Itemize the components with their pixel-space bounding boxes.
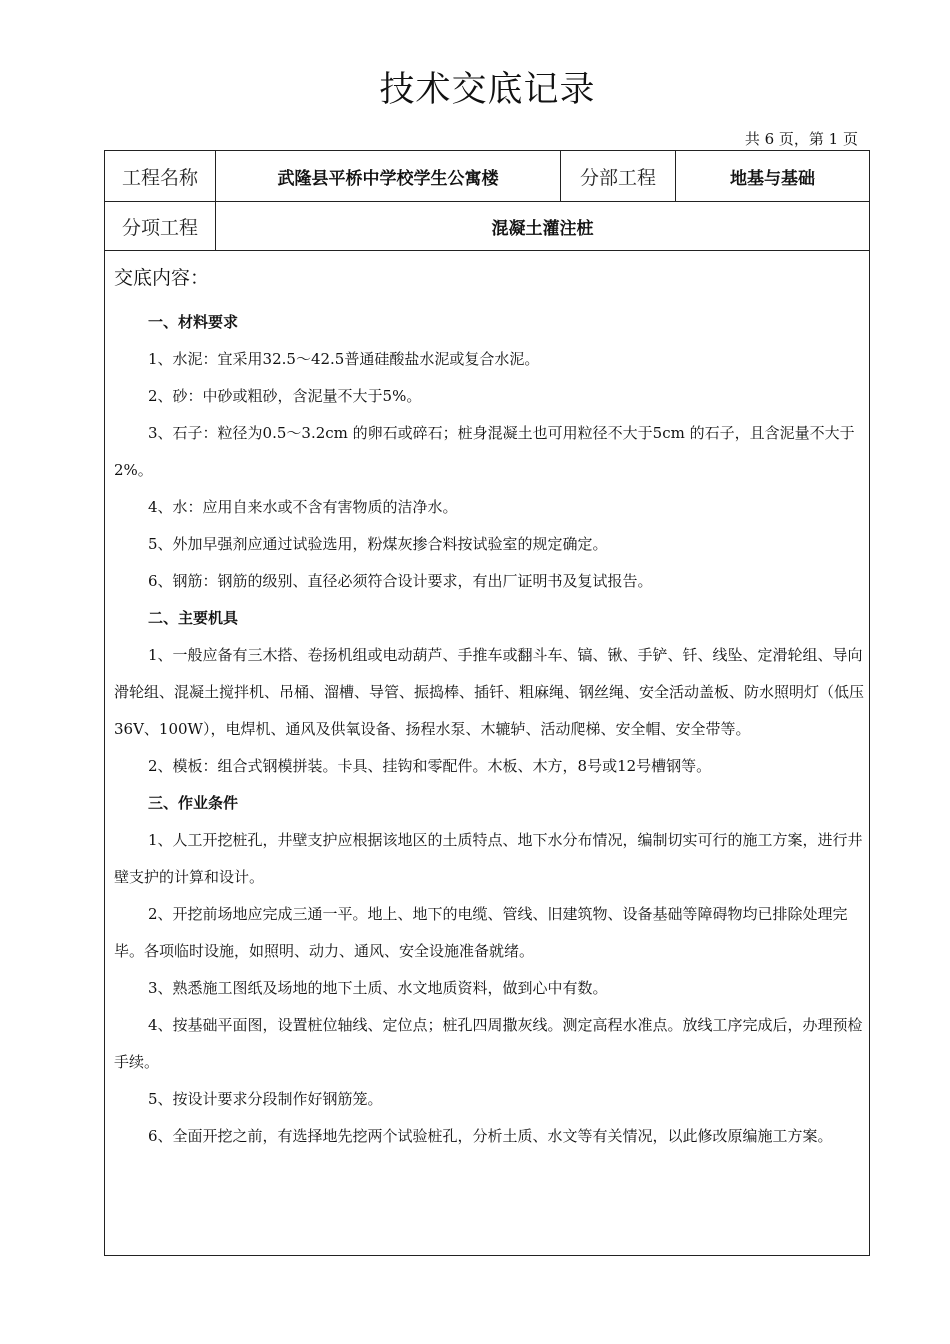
materials-item-1: 1、水泥：宜采用32.5～42.5普通硅酸盐水泥或复合水泥。: [148, 350, 540, 368]
conditions-item-3: 3、熟悉施工图纸及场地的地下土质、水文地质资料，做到心中有数。: [148, 979, 608, 997]
conditions-item-4: 4、按基础平面图，设置桩位轴线、定位点；桩孔四周撒灰线。测定高程水准点。放线工序完成后，办理预检手续。: [114, 1016, 863, 1071]
materials-item-5: 5、外加早强剂应通过试验选用，粉煤灰掺合料按试验室的规定确定。: [148, 535, 608, 553]
equipment-item-1: 1、一般应备有三木搭、卷扬机组或电动葫芦、手推车或翻斗车、镐、锹、手铲、钎、线坠、定滑轮组、导向滑轮组、混凝土搅拌机、吊桶、溜槽、导管、振捣棒、插钎、粗麻绳、钢丝绳、安全活动盖板、防水照明灯（低压36V、100W），电焊机、通风及供氧设备、扬程水泵、木辘轳、活动爬梯、安全帽、安全带等。: [114, 646, 865, 738]
materials-item-2: 2、砂：中砂或粗砂，含泥量不大于5%。: [148, 387, 422, 405]
materials-item-3: 3、石子：粒径为0.5～3.2cm 的卵石或碎石；桩身混凝土也可用粒径不大于5cm 的石子，且含泥量不大于2%。: [114, 424, 855, 479]
conditions-item-2: 2、开挖前场地应完成三通一平。地上、地下的电缆、管线、旧建筑物、设备基础等障碍物均已排除处理完毕。各项临时设施，如照明、动力、通风、安全设施准备就绪。: [114, 905, 848, 960]
section-heading-conditions: 三、作业条件: [148, 794, 239, 812]
conditions-item-5: 5、按设计要求分段制作好钢筋笼。: [148, 1090, 383, 1108]
section-heading-equipment: 二、主要机具: [148, 609, 239, 627]
subitem-value: 混凝土灌注桩: [215, 202, 869, 250]
content-label: 交底内容：: [114, 267, 210, 289]
division-value: 地基与基础: [675, 151, 869, 201]
conditions-item-6: 6、全面开挖之前，有选择地先挖两个试验桩孔，分析土质、水文等有关情况，以此修改原编施工方案。: [148, 1127, 833, 1145]
disclosure-content: [105, 251, 869, 1155]
page-info: 共 6 页，第 1 页: [744, 130, 858, 148]
project-name-label: 工程名称: [121, 166, 198, 189]
header-row-subitem: [105, 202, 869, 251]
materials-item-4: 4、水：应用自来水或不含有害物质的洁净水。: [148, 498, 458, 516]
materials-item-6: 6、钢筋：钢筋的级别、直径必须符合设计要求，有出厂证明书及复试报告。: [148, 572, 653, 590]
equipment-item-2: 2、模板：组合式钢模拼装。卡具、挂钩和零配件。木板、木方，8号或12号槽钢等。: [148, 757, 712, 775]
project-name-value: 武隆县平桥中学校学生公寓楼: [215, 151, 560, 201]
disclosure-table: [104, 150, 870, 1256]
header-row-project: [105, 151, 869, 202]
document-title: 技术交底记录: [379, 70, 596, 110]
subitem-label: 分项工程: [121, 216, 198, 239]
conditions-item-1: 1、人工开挖桩孔，井壁支护应根据该地区的土质特点、地下水分布情况，编制切实可行的施工方案，进行井壁支护的计算和设计。: [114, 831, 863, 886]
division-label: 分部工程: [560, 151, 675, 201]
section-heading-materials: 一、材料要求: [148, 313, 239, 331]
